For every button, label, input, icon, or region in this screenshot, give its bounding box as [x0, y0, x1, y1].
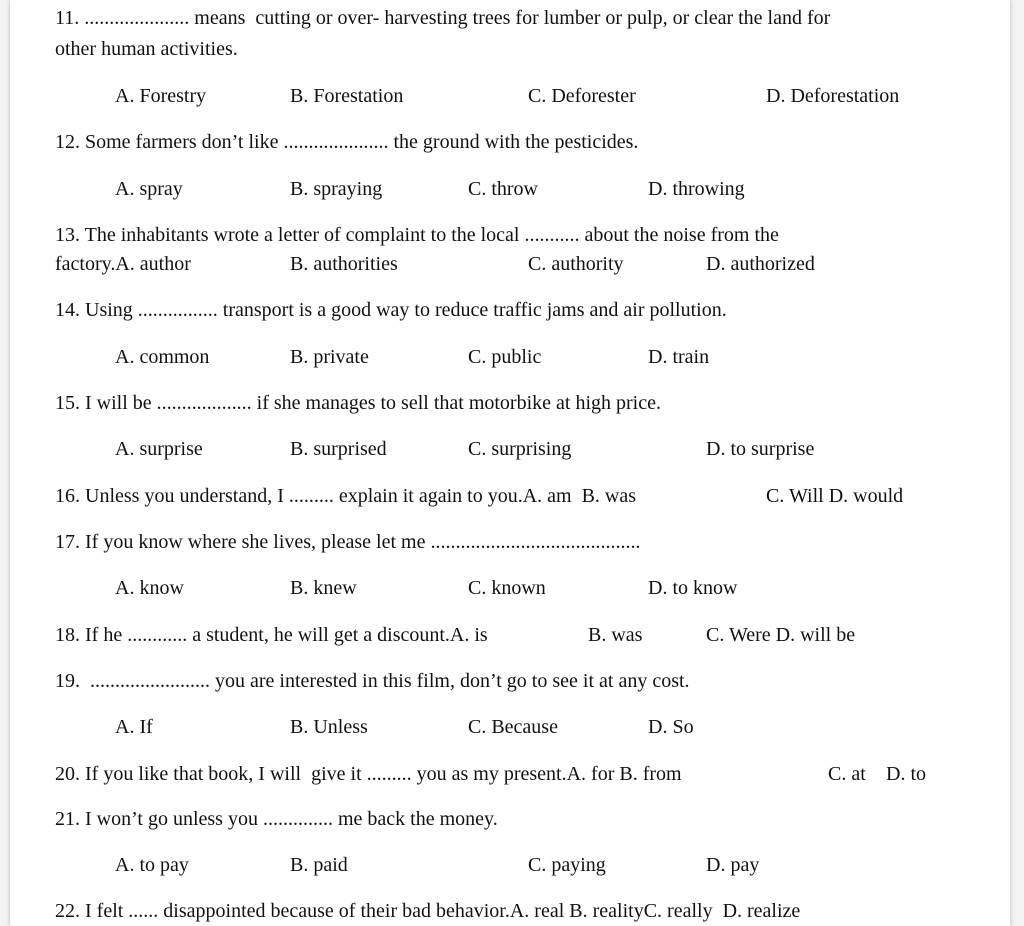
question-14-option-a: A. common — [115, 346, 210, 368]
question-21-option-d: D. pay — [706, 854, 760, 876]
question-15-stem: 15. I will be ................... if she manages to sell that motorbike at high price. — [55, 392, 661, 414]
question-12-stem: 12. Some farmers don’t like ..................... the ground with the pesticides. — [55, 131, 639, 153]
question-17-option-b: B. knew — [290, 577, 357, 599]
question-14-option-b: B. private — [290, 346, 369, 368]
question-11-stem-line1: 11. ..................... means cutting or over- harvesting trees for lumber or pulp, or clear the land for — [55, 7, 831, 29]
question-11-option-c: C. Deforester — [528, 85, 636, 107]
question-20-option-d: D. to — [886, 763, 926, 785]
question-11-option-b: B. Forestation — [290, 85, 404, 107]
question-16-options-cd: C. Will D. would — [766, 485, 904, 507]
question-14-stem: 14. Using ................ transport is a good way to reduce traffic jams and air pollution. — [55, 299, 727, 321]
question-15-option-d: D. to surprise — [706, 438, 815, 460]
question-17-option-a: A. know — [115, 577, 184, 599]
question-17-option-d: D. to know — [648, 577, 738, 599]
question-13-stem-line2: factory.A. author — [55, 253, 191, 275]
question-21-option-a: A. to pay — [115, 854, 189, 876]
question-21-option-b: B. paid — [290, 854, 348, 876]
question-15-option-c: C. surprising — [468, 438, 572, 460]
question-18-options-cd: C. Were D. will be — [706, 624, 856, 646]
question-15-option-b: B. surprised — [290, 438, 387, 460]
question-20-stem: 20. If you like that book, I will give it ......... you as my present.A. for B. from — [55, 763, 682, 785]
question-14-option-c: C. public — [468, 346, 542, 368]
question-19-stem: 19. ........................ you are interested in this film, don’t go to see it at any cost. — [55, 670, 690, 692]
question-21-option-c: C. paying — [528, 854, 606, 876]
question-17-stem: 17. If you know where she lives, please let me .......................................... — [55, 531, 641, 553]
worksheet-page — [10, 0, 1010, 926]
question-11-stem-line2: other human activities. — [55, 38, 238, 60]
question-18-option-b: B. was — [588, 624, 643, 646]
question-13-option-b: B. authorities — [290, 253, 398, 275]
question-17-option-c: C. known — [468, 577, 546, 599]
question-15-option-a: A. surprise — [115, 438, 203, 460]
question-12-option-a: A. spray — [115, 178, 183, 200]
question-13-stem-line1: 13. The inhabitants wrote a letter of complaint to the local ........... about the noise from the — [55, 224, 779, 246]
question-11-option-d: D. Deforestation — [766, 85, 900, 107]
question-14-option-d: D. train — [648, 346, 710, 368]
question-12-option-d: D. throwing — [648, 178, 745, 200]
question-12-option-c: C. throw — [468, 178, 538, 200]
question-13-option-d: D. authorized — [706, 253, 815, 275]
question-13-option-c: C. authority — [528, 253, 624, 275]
question-11-option-a: A. Forestry — [115, 85, 207, 107]
question-18-stem: 18. If he ............ a student, he will get a discount.A. is — [55, 624, 488, 646]
question-12-option-b: B. spraying — [290, 178, 383, 200]
question-19-option-b: B. Unless — [290, 716, 368, 738]
question-22-stem: 22. I felt ...... disappointed because of their bad behavior.A. real B. realityC. really D. realize — [55, 900, 801, 922]
question-20-option-c: C. at — [828, 763, 866, 785]
question-19-option-a: A. If — [115, 716, 153, 738]
question-19-option-d: D. So — [648, 716, 694, 738]
question-21-stem: 21. I won’t go unless you .............. me back the money. — [55, 808, 498, 830]
question-19-option-c: C. Because — [468, 716, 558, 738]
question-16-stem: 16. Unless you understand, I ......... explain it again to you.A. am B. was — [55, 485, 637, 507]
